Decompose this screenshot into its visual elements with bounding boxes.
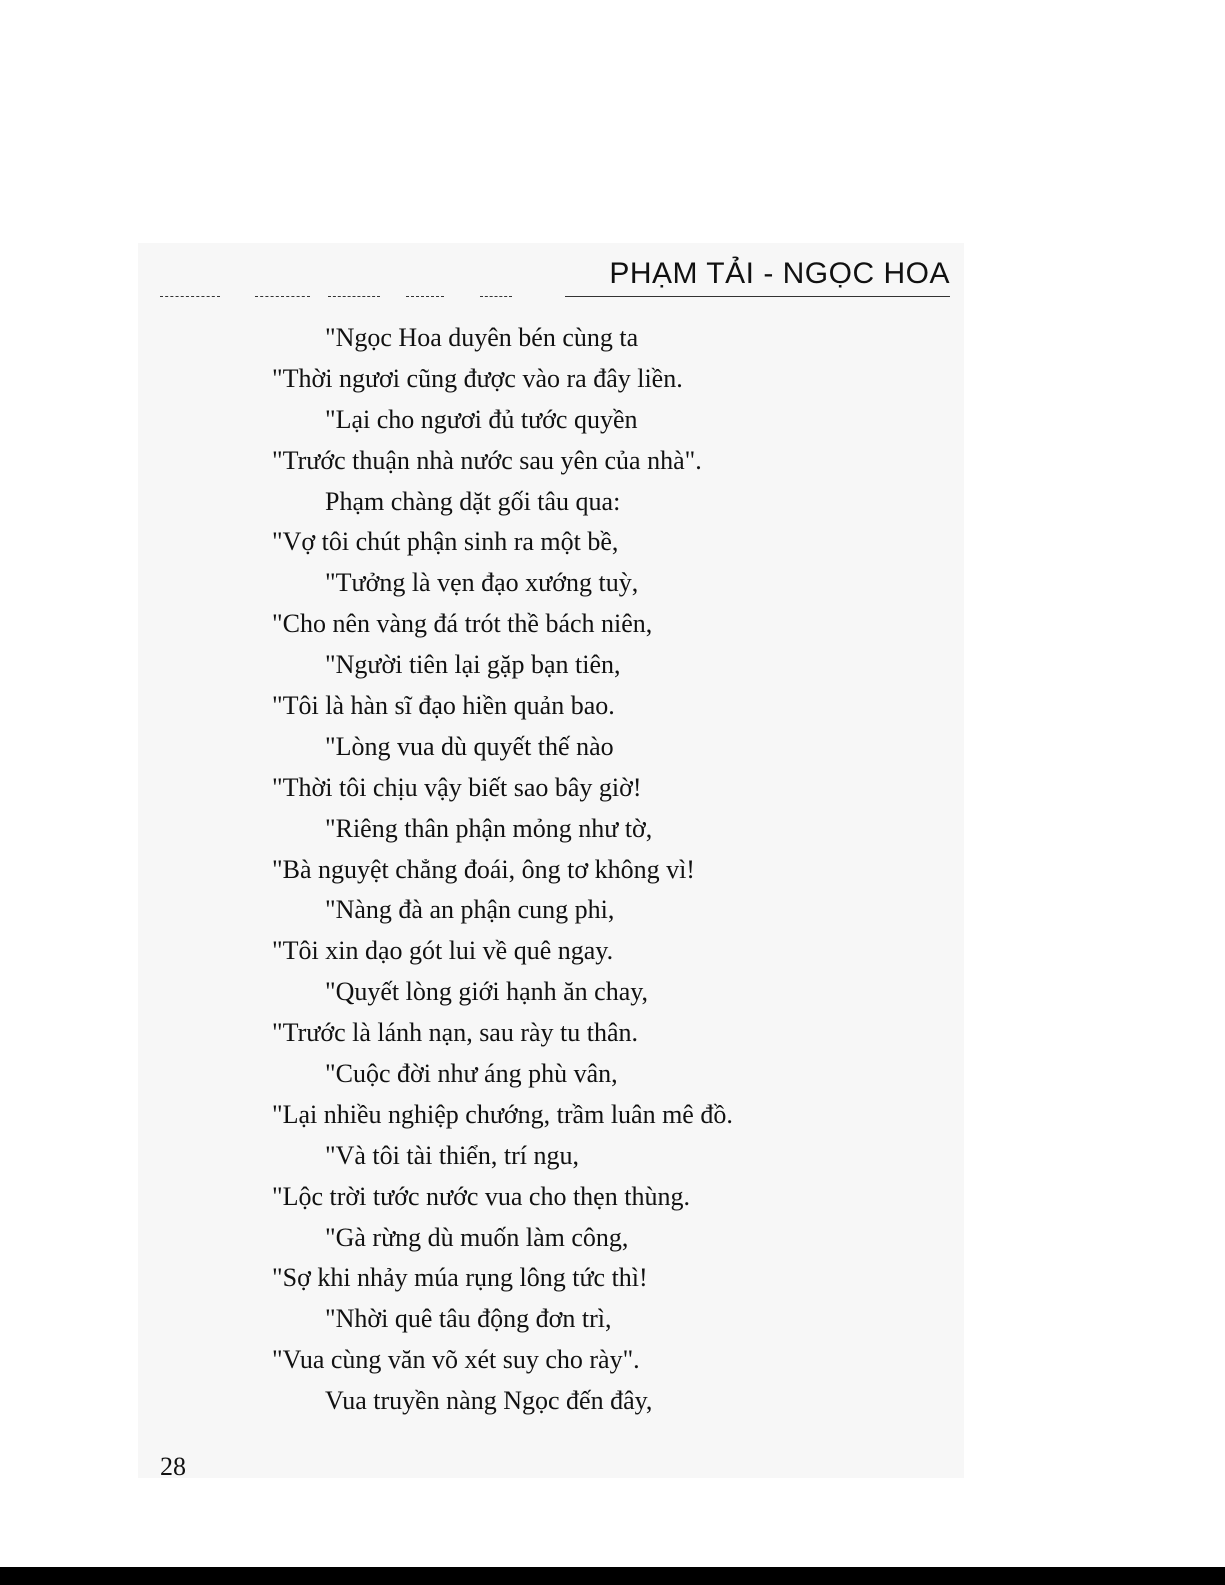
verse-line: "Tưởng là vẹn đạo xướng tuỳ, (325, 568, 639, 598)
verse-line: "Cho nên vàng đá trót thề bách niên, (272, 609, 653, 639)
header-rule-segment (328, 296, 380, 298)
verse-line: "Và tôi tài thiển, trí ngu, (325, 1140, 579, 1170)
header-rule-segment (406, 296, 444, 298)
verse-line: "Thời ngươi cũng được vào ra đây liền. (272, 363, 683, 393)
verse-line: "Vua cùng văn võ xét suy cho rày". (272, 1345, 640, 1375)
verse-line: "Riêng thân phận mỏng như tờ, (325, 813, 653, 843)
scan-bottom-edge (0, 1567, 1225, 1585)
verse-line: "Nàng đà an phận cung phi, (325, 895, 615, 925)
verse-line: "Trước thuận nhà nước sau yên của nhà". (272, 445, 702, 475)
verse-line: "Bà nguyệt chẳng đoái, ông tơ không vì! (272, 854, 695, 884)
verse-line: "Quyết lòng giới hạnh ăn chay, (325, 977, 649, 1007)
running-header: PHẠM TẢI - NGỌC HOA (609, 257, 950, 290)
verse-line: "Lại cho ngươi đủ tước quyền (325, 404, 638, 434)
verse-line: "Vợ tôi chút phận sinh ra một bề, (272, 527, 619, 557)
verse-line: "Sợ khi nhảy múa rụng lông tức thì! (272, 1263, 648, 1293)
header-rule-left (160, 296, 220, 298)
verse-line: "Ngọc Hoa duyên bén cùng ta (325, 323, 639, 352)
verse-line: "Người tiên lại gặp bạn tiên, (325, 650, 621, 680)
verse-block (0, 318, 1225, 1422)
header-rule-under-title (565, 296, 950, 298)
page-number: 28 (160, 1452, 186, 1481)
verse-line: "Tôi xin dạo gót lui về quê ngay. (272, 936, 614, 966)
verse-line: "Lại nhiều nghiệp chướng, trầm luân mê đồ. (272, 1099, 733, 1129)
verse-line: "Lộc trời tước nước vua cho thẹn thùng. (272, 1181, 690, 1211)
verse-line: Vua truyền nàng Ngọc đến đây, (325, 1386, 653, 1416)
header-rule-segment (480, 296, 512, 298)
header-rule-segment (255, 296, 310, 298)
verse-line: "Cuộc đời như áng phù vân, (325, 1059, 618, 1089)
verse-line: "Tôi là hàn sĩ đạo hiền quản bao. (272, 691, 615, 721)
verse-line: "Thời tôi chịu vậy biết sao bây giờ! (272, 772, 642, 802)
verse-line: "Lòng vua dù quyết thế nào (325, 731, 614, 761)
verse-line: "Gà rừng dù muốn làm công, (325, 1222, 629, 1252)
verse-line: "Nhời quê tâu động đơn trì, (325, 1304, 612, 1334)
verse-line: "Trước là lánh nạn, sau rày tu thân. (272, 1018, 639, 1048)
verse-line: Phạm chàng dặt gối tâu qua: (325, 486, 621, 516)
